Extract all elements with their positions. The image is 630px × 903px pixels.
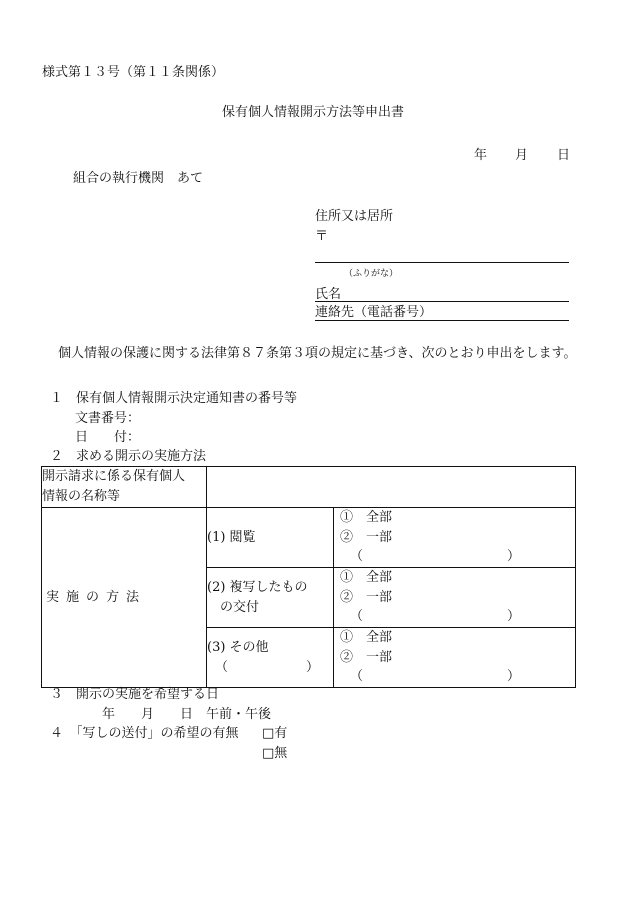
method-3-detail-field[interactable] [334,667,520,687]
method-3-label: (3) その他 [207,639,269,655]
date-year-label: 年 [474,148,488,163]
copy-delivery-yes[interactable]: □有 [262,726,288,741]
disclosure-method-table [41,466,576,688]
form-number: 様式第１３号（第１１条関係） [42,65,225,80]
method-2-options [334,568,576,628]
table-row [42,467,576,508]
info-name-header [42,467,207,508]
date-month-label: 月 [515,148,529,163]
method-3-cell [207,628,334,688]
method-label-cell [42,508,207,688]
method-2-option-all[interactable]: ① 全部 [340,570,393,585]
address-label: 住所又は居所 [315,209,394,224]
postal-mark: 〒 [315,229,329,244]
furigana-label: （ふりがな） [344,269,399,279]
section2-heading: ２ 求める開示の実施方法 [50,449,207,464]
method-label: 実施の方法 [46,589,147,605]
addressee: 組合の執行機関 あて [73,171,204,186]
method-3-option-all[interactable]: ① 全部 [340,630,393,645]
paren-open: （ [350,669,364,684]
name-underline [315,301,569,302]
section1-heading: １ 保有個人情報開示決定通知書の番号等 [50,391,298,406]
paren-open: （ [350,609,364,624]
paren-open: （ [350,549,364,564]
contact-underline [315,320,569,321]
address-underline [315,262,569,263]
method-3-other-field[interactable]: （ ） [215,659,320,675]
intro-text: 個人情報の保護に関する法律第８７条第３項の規定に基づき、次のとおり申出をします。 [58,346,577,361]
method-3-options [334,628,576,688]
method-1-detail-field[interactable] [334,547,520,567]
table-row [42,508,576,568]
doc-date-label: 日 付： [75,430,141,445]
method-1-option-part[interactable]: ② 一部 [340,529,393,545]
method-2-label-cont: の交付 [220,599,260,615]
section4-heading: ４ 「写しの送付」の希望の有無 [50,726,239,741]
page-title: 保有個人情報開示方法等申出書 [222,105,405,120]
info-name-header-line2: 情報の名称等 [42,489,121,504]
section3-heading: ３ 開示の実施を希望する日 [50,687,220,702]
method-3-option-part[interactable]: ② 一部 [340,649,393,665]
paren-close: ） [506,549,520,564]
info-name-field[interactable] [207,467,576,508]
copy-delivery-no[interactable]: □無 [262,746,288,761]
preferred-date-line[interactable]: 年 月 日 午前・午後 [102,707,272,722]
contact-label: 連絡先（電話番号） [315,305,433,320]
method-2-option-part[interactable]: ② 一部 [340,589,393,605]
method-1-label: (1) 閲覧 [207,529,256,545]
date-day-label: 日 [557,148,571,163]
method-2-detail-field[interactable] [334,607,520,627]
info-name-header-line1: 開示請求に係る保有個人 [42,469,186,484]
method-2-cell [207,568,334,628]
method-1-option-all[interactable]: ① 全部 [340,510,393,525]
paren-close: ） [506,669,520,684]
method-1-options [334,508,576,568]
method-2-label: (2) 複写したもの [207,579,308,595]
name-label: 氏名 [315,287,342,302]
doc-number-label: 文書番号： [75,411,141,426]
paren-close: ） [506,609,520,624]
method-1-cell [207,508,334,568]
